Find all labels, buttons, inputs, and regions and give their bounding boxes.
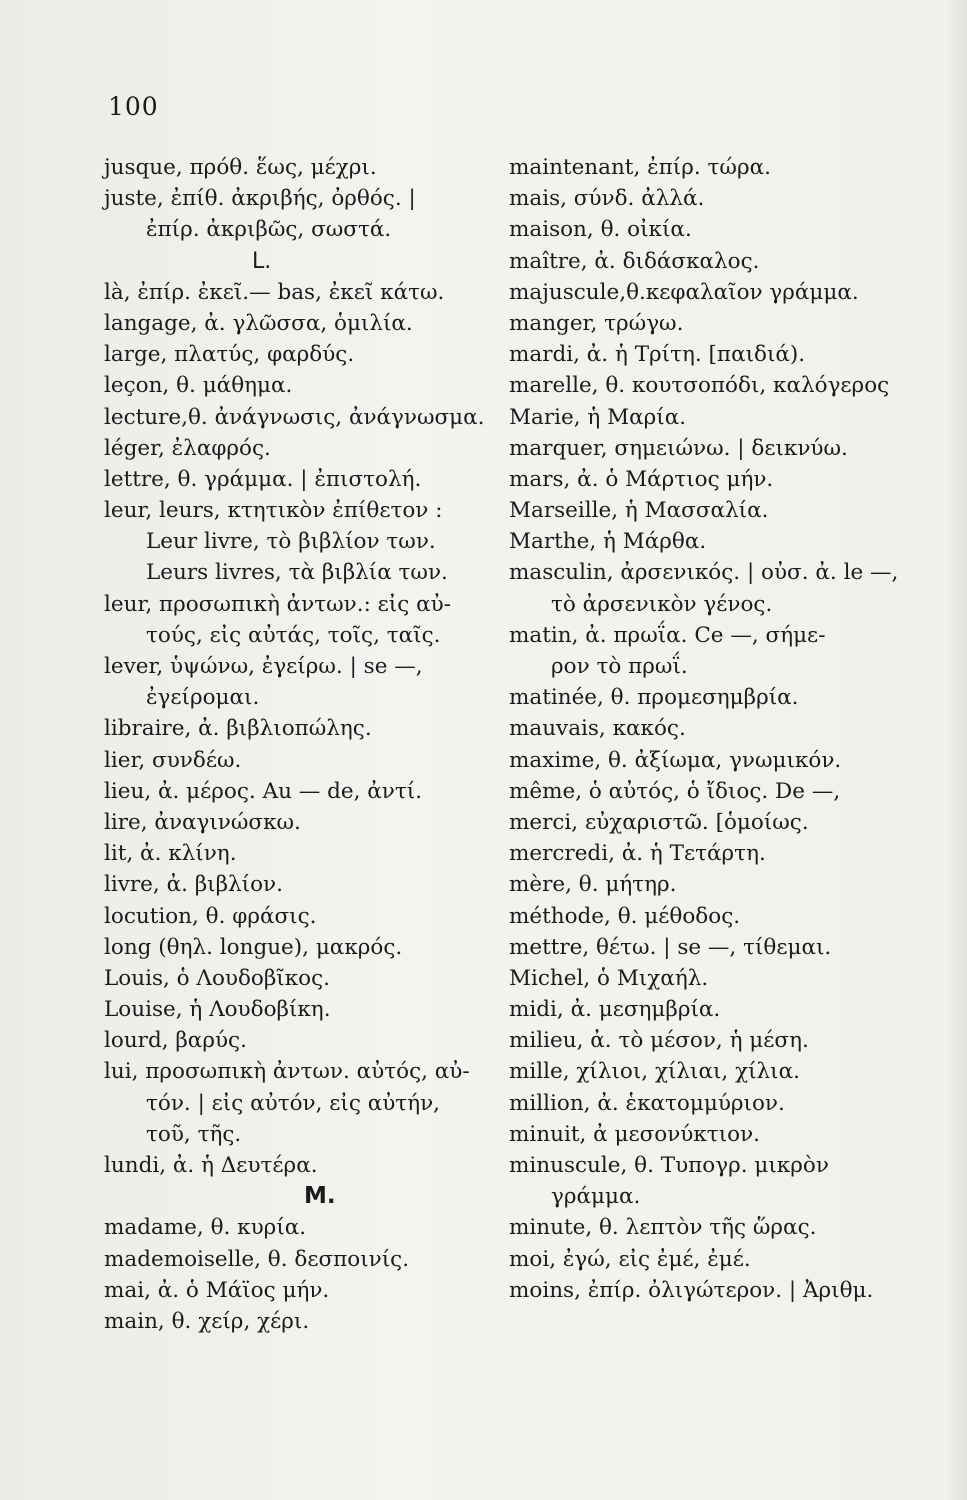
dictionary-line: τόν. | εἰς αὐτόν, εἰς αὐτήν, (146, 1090, 440, 1116)
dictionary-line: moi, ἐγώ, εἰς ἐμέ, ἐμέ. (509, 1246, 751, 1272)
dictionary-line: τοῦ, τῆς. (146, 1121, 242, 1147)
dictionary-line: maintenant, ἐπίρ. τώρα. (509, 155, 771, 180)
dictionary-line: minuit, ἀ μεσονύκτιον. (509, 1121, 760, 1147)
dictionary-line: Louis, ὁ Λουδοβῖκος. (104, 965, 330, 991)
dictionary-line: méthode, θ. μέθοδος. (509, 903, 741, 929)
dictionary-line: long (θηλ. longue), μακρός. (104, 934, 403, 960)
left-column (104, 152, 504, 1337)
dictionary-line: Michel, ὁ Μιχαήλ. (509, 965, 709, 991)
dictionary-line: merci, εὐχαριστῶ. [ὁμοίως. (509, 809, 809, 835)
dictionary-line: lire, ἀναγινώσκω. (104, 809, 301, 835)
dictionary-line: locution, θ. φράσις. (104, 903, 317, 929)
dictionary-line: langage, ἀ. γλῶσσα, ὁμιλία. (104, 310, 413, 336)
dictionary-line: matin, ἀ. πρωΐα. Ce —, σήμε- (509, 622, 826, 648)
section-letter-heading: L. (252, 248, 272, 274)
dictionary-line: lourd, βαρύς. (104, 1028, 247, 1054)
dictionary-line: mais, σύνδ. ἀλλά. (509, 186, 705, 212)
dictionary-line: lit, ἀ. κλίνη. (104, 841, 237, 867)
dictionary-line: ἐπίρ. ἀκριβῶς, σωστά. (146, 217, 392, 243)
dictionary-line: marelle, θ. κουτσοπόδι, καλόγερος (509, 373, 890, 399)
dictionary-line: Leur livre, τὸ βιβλίον των. (146, 529, 436, 555)
dictionary-line: lieu, ἀ. μέρος. Au — de, ἀντί. (104, 778, 423, 804)
dictionary-line: jusque, πρόθ. ἕως, μέχρι. (104, 155, 377, 180)
dictionary-line: mademoiselle, θ. δεσποινίς. (104, 1246, 410, 1272)
page-number: 100 (108, 92, 159, 121)
dictionary-line: là, ἐπίρ. ἐκεῖ.— bas, ἐκεῖ κάτω. (104, 279, 445, 305)
dictionary-line: τὸ ἀρσενικὸν γένος. (551, 591, 773, 617)
dictionary-line: lever, ὑψώνω, ἐγείρω. | se —, (104, 654, 423, 679)
right-column (509, 152, 929, 1306)
dictionary-line: lui, προσωπικὴ ἀντων. αὐτός, αὐ- (104, 1059, 470, 1085)
dictionary-line: leur, προσωπικὴ ἀντων.: εἰς αὐ- (104, 591, 451, 617)
dictionary-line: lundi, ἀ. ἡ Δευτέρα. (104, 1153, 318, 1178)
dictionary-line: midi, ἀ. μεσημβρία. (509, 997, 721, 1023)
dictionary-line: million, ἀ. ἑκατομμύριον. (509, 1090, 785, 1116)
dictionary-line: mardi, ἀ. ἡ Τρίτη. [παιδιά). (509, 342, 806, 368)
dictionary-line: Marthe, ἡ Μάρθα. (509, 529, 707, 555)
dictionary-line: maxime, θ. ἀξίωμα, γνωμικόν. (509, 747, 842, 773)
dictionary-line: moins, ἐπίρ. ὀλιγώτερον. | Ἀριθμ. (509, 1277, 874, 1303)
dictionary-line: masculin, ἀρσενικός. | οὐσ. ἀ. le —, (509, 560, 899, 586)
dictionary-line: mai, ἀ. ὁ Μάϊος μήν. (104, 1277, 330, 1303)
dictionary-line: lier, συνδέω. (104, 747, 242, 773)
page-edge-shadow (945, 0, 967, 1500)
dictionary-line: maison, θ. οἰκία. (509, 217, 692, 243)
dictionary-line: main, θ. χείρ, χέρι. (104, 1308, 310, 1334)
dictionary-line: mauvais, κακός. (509, 716, 686, 742)
dictionary-line: minute, θ. λεπτὸν τῆς ὥρας. (509, 1215, 817, 1241)
dictionary-line: juste, ἐπίθ. ἀκριβής, ὀρθός. | (104, 186, 416, 212)
dictionary-line: même, ὁ αὐτός, ὁ ἴδιος. De —, (509, 778, 841, 804)
dictionary-line: madame, θ. κυρία. (104, 1215, 307, 1241)
section-letter-heading: M. (304, 1183, 336, 1210)
dictionary-line: matinée, θ. προμεσημβρία. (509, 685, 799, 711)
dictionary-line: léger, ἐλαφρός. (104, 435, 271, 461)
dictionary-line: livre, ἀ. βιβλίον. (104, 872, 283, 898)
dictionary-line: lettre, θ. γράμμα. | ἐπιστολή. (104, 466, 422, 492)
dictionary-line: lecture,θ. ἀνάγνωσις, ἀνάγνωσμα. (104, 404, 485, 430)
dictionary-line: manger, τρώγω. (509, 310, 684, 336)
dictionary-line: γράμμα. (551, 1184, 641, 1210)
dictionary-line: Marie, ἡ Μαρία. (509, 404, 687, 430)
dictionary-line: mettre, θέτω. | se —, τίθεμαι. (509, 934, 832, 960)
dictionary-line: maître, ἀ. διδάσκαλος. (509, 248, 760, 274)
dictionary-line: leur, leurs, κτητικὸν ἐπίθετον : (104, 498, 443, 524)
dictionary-line: mercredi, ἀ. ἡ Τετάρτη. (509, 841, 766, 867)
dictionary-line: majuscule,θ.κεφαλαῖον γράμμα. (509, 279, 859, 305)
dictionary-line: libraire, ἀ. βιβλιοπώλης. (104, 716, 372, 742)
dictionary-line: mille, χίλιοι, χίλιαι, χίλια. (509, 1059, 800, 1085)
dictionary-line: ρον τὸ πρωΐ. (551, 654, 688, 679)
dictionary-line: τούς, εἰς αὐτάς, τοῖς, ταῖς. (146, 622, 441, 648)
dictionary-line: milieu, ἀ. τὸ μέσον, ἡ μέση. (509, 1028, 809, 1054)
dictionary-line: mère, θ. μήτηρ. (509, 872, 677, 898)
dictionary-line: leçon, θ. μάθημα. (104, 373, 293, 399)
dictionary-line: Leurs livres, τὰ βιβλία των. (146, 560, 448, 586)
dictionary-line: Marseille, ἡ Μασσαλία. (509, 498, 769, 524)
dictionary-line: minuscule, θ. Τυπογρ. μικρὸν (509, 1153, 829, 1178)
dictionary-line: mars, ἀ. ὁ Μάρτιος μήν. (509, 466, 774, 492)
dictionary-line: large, πλατύς, φαρδύς. (104, 342, 355, 368)
dictionary-line: Louise, ἡ Λουδοβίκη. (104, 997, 331, 1023)
dictionary-line: ἐγείρομαι. (146, 685, 260, 711)
dictionary-line: marquer, σημειώνω. | δεικνύω. (509, 435, 848, 461)
